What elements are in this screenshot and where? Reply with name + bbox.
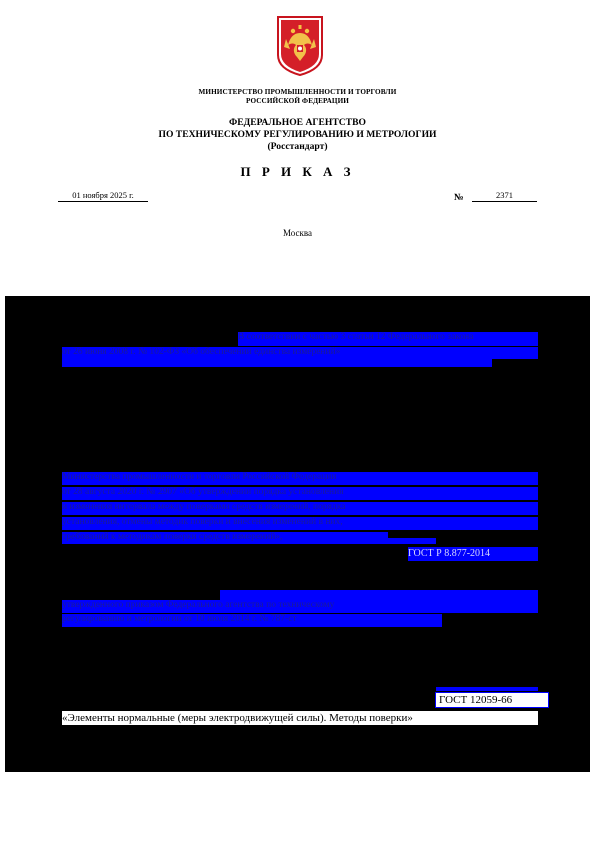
order-city: Москва [283, 228, 312, 238]
body-line-b5: требований к методикам поверки средств измерений», [62, 532, 283, 542]
highlight-line [62, 614, 442, 627]
ministry-line-2: РОССИЙСКОЙ ФЕДЕРАЦИИ [246, 97, 349, 105]
highlight-line [62, 359, 492, 367]
highlight-line [62, 517, 538, 530]
highlight-line [62, 347, 538, 359]
highlight-line [436, 687, 538, 691]
body-line-c2: регулированию и метрологии от 10 июля 2014 г. № 787-ст [62, 614, 297, 624]
coat-of-arms-icon [276, 15, 324, 77]
agency-name [0, 117, 595, 153]
body-line-b2: от 28 августа 2020 г. № 2907 «Об утверждении порядка установления [62, 487, 344, 497]
body-line-b1: Министерства промышленности и торговли Российской Федерации [62, 472, 337, 482]
body-line-b3: и изменения интервала между поверками средств измерений, порядка [62, 502, 346, 512]
highlight-line [62, 532, 388, 544]
highlight-line [62, 502, 538, 515]
body-line-a2: от 26 июня 2008 г. № 102-ФЗ «Об обеспечении единства измерений» [62, 347, 341, 357]
standard-title: «Элементы нормальные (меры электродвижущей силы). Методы поверки» [62, 711, 538, 725]
ministry-name [0, 88, 595, 106]
ministry-line-1: МИНИСТЕРСТВО ПРОМЫШЛЕННОСТИ И ТОРГОВЛИ [198, 88, 397, 96]
highlight-line [62, 487, 538, 500]
agency-line-2: ПО ТЕХНИЧЕСКОМУ РЕГУЛИРОВАНИЮ И МЕТРОЛОГИИ [158, 129, 437, 140]
agency-line-3: (Росстандарт) [267, 141, 328, 152]
body-line-c1: утвержденного приказом Федерального агентства по техническому [62, 600, 335, 610]
highlight-line [388, 538, 436, 544]
gost-standard-number: ГОСТ 12059-66 [435, 692, 549, 708]
document-title: П Р И К А З [240, 164, 355, 179]
body-line-a1: В соответствии с частью 3 статьи 12 Федерального закона [238, 332, 474, 342]
highlight-line [62, 600, 538, 613]
order-number: 2371 [472, 190, 537, 202]
highlight-gost [408, 547, 538, 561]
order-number-label: № [454, 193, 464, 203]
agency-line-1: ФЕДЕРАЛЬНОЕ АГЕНТСТВО [229, 117, 366, 128]
highlight-line [220, 590, 538, 600]
highlight-line [238, 332, 538, 346]
gost-reference: ГОСТ Р 8.877-2014 [408, 548, 491, 559]
order-date: 01 ноября 2025 г. [58, 190, 148, 202]
body-line-b4: установления, отмены методик поверки и внесения изменений в них, [62, 517, 343, 527]
highlight-line [62, 472, 538, 485]
